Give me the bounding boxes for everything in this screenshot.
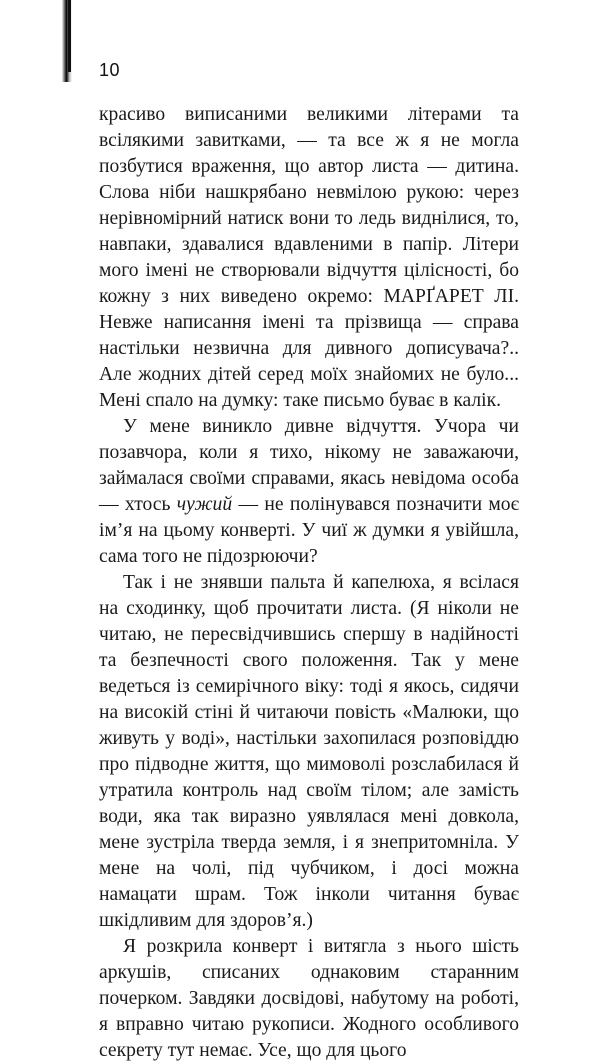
paragraph-2: [99, 414, 519, 570]
page-number: 10: [99, 60, 121, 80]
page-binding-edge: [68, 0, 71, 72]
paragraph-1: красиво виписаними великими літерами та всілякими завитками, — та все ж я не могла позбутися враження, що автор листа — дитина. Слова ніби нашкрябано невмілою рукою: через нерівномірний натиск вони то ледь виднілися, то, навпаки, здавалися вдавленими в папір. Літери мого імені не створювали відчуття цілісності, бо кожну з них виведено окремо: МАРҐАРЕТ ЛІ. Невже написання імені та прізвища — справа настільки незвична для дивного дописувача?.. Але жодних дітей серед моїх знайомих не було... Мені спало на думку: таке письмо буває в калік.: [99, 104, 519, 411]
paragraph-2-emphasis: чужий: [176, 494, 233, 515]
paragraph-3: Так і не знявши пальта й капелюха, я всілася на сходинку, щоб прочитати листа. (Я ніколи не читаю, не пересвідчившись спершу в надійності та безпечності свого положення. Так у мене ведеться із семирічного віку: тоді я якось, сидячи на високій стіні й читаючи повість «Малюки, що живуть у воді», настільки захопилася розповіддю про підводне життя, що мимоволі розслабилася й утратила контроль над своїм тілом; але замість води, яка так виразно уявлялася мені довкола, мене зустріла тверда земля, і я знепритомніла. У мене на чолі, під чубчиком, і досі можна намацати шрам. Тож інколи читання буває шкідливим для здоров’я.): [99, 572, 519, 931]
paragraph-4: Я розкрила конверт і витягла з нього шість аркушів, списаних однаковим старанним почерком. Завдяки досвідові, набутому на роботі, я вправно читаю рукописи. Жодного особливого секрету тут немає. Усе, що для цього: [99, 936, 519, 1061]
paragraph-2-after: — не полінувався позначити моє ім’я на цьому конверті. У чиї ж думки я увійшла, сама того не підозрюючи?: [99, 494, 520, 567]
body-text: [99, 102, 519, 1064]
paragraph-2-before: У мене виникло дивне відчуття. Учора чи позавчора, коли я тихо, нікому не заважаючи, займалася своїми справами, якась невідома особа — хтось: [99, 416, 519, 515]
